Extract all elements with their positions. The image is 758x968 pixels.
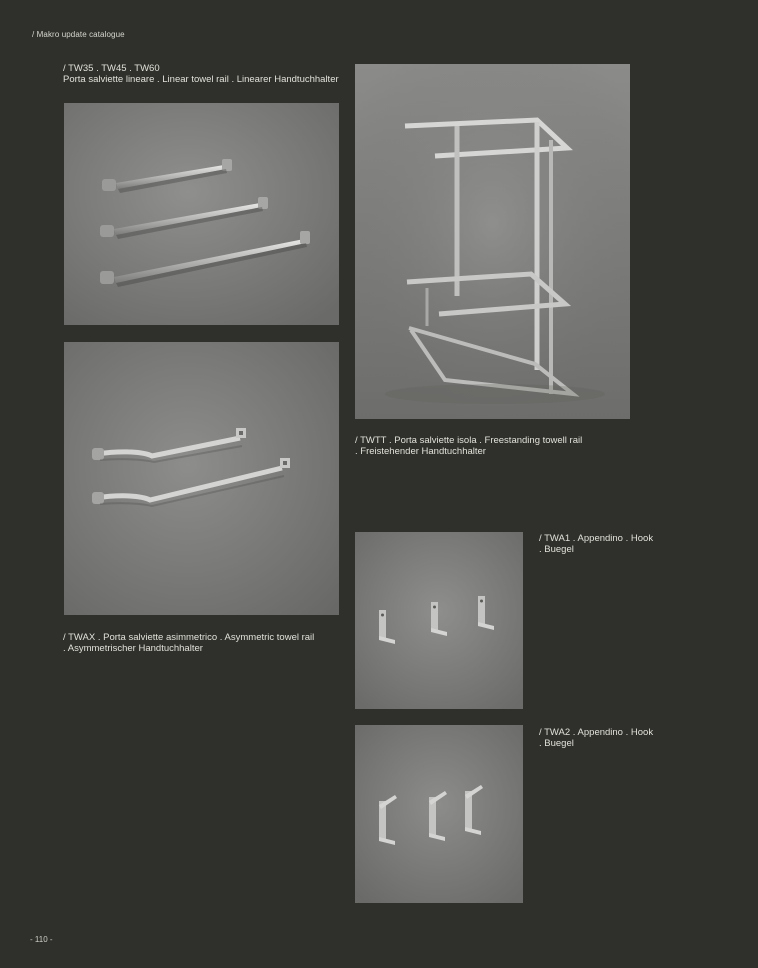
caption-twa1 <box>539 533 739 555</box>
caption-twax <box>63 632 353 654</box>
photo-hooks-twa1 <box>355 532 523 709</box>
caption-desc: . Buegel <box>539 544 574 555</box>
caption-code: / TWTT . Porta salviette isola . Freestanding towell rail <box>355 435 583 446</box>
caption-code: / TWA1 . Appendino . Hook <box>539 533 654 544</box>
caption-tw-linear <box>63 63 353 85</box>
page-number: - 110 - <box>30 935 53 944</box>
caption-desc: . Freistehender Handtuchhalter <box>355 446 486 457</box>
caption-twa2 <box>539 727 739 749</box>
caption-code: / TWA2 . Appendino . Hook <box>539 727 654 738</box>
caption-code: / TWAX . Porta salviette asimmetrico . Asymmetric towel rail <box>63 632 315 643</box>
catalogue-header: / Makro update catalogue <box>32 30 125 39</box>
photo-linear-towel-rails <box>64 103 339 325</box>
caption-twtt <box>355 435 645 457</box>
caption-code: / TW35 . TW45 . TW60 <box>63 63 160 74</box>
photo-freestanding-towel-rail <box>355 64 630 419</box>
photo-asymmetric-towel-rails <box>64 342 339 615</box>
photo-hooks-twa2 <box>355 725 523 903</box>
caption-desc: . Buegel <box>539 738 574 749</box>
caption-desc: . Asymmetrischer Handtuchhalter <box>63 643 203 654</box>
caption-desc: Porta salviette lineare . Linear towel rail . Linearer Handtuchhalter <box>63 74 339 85</box>
